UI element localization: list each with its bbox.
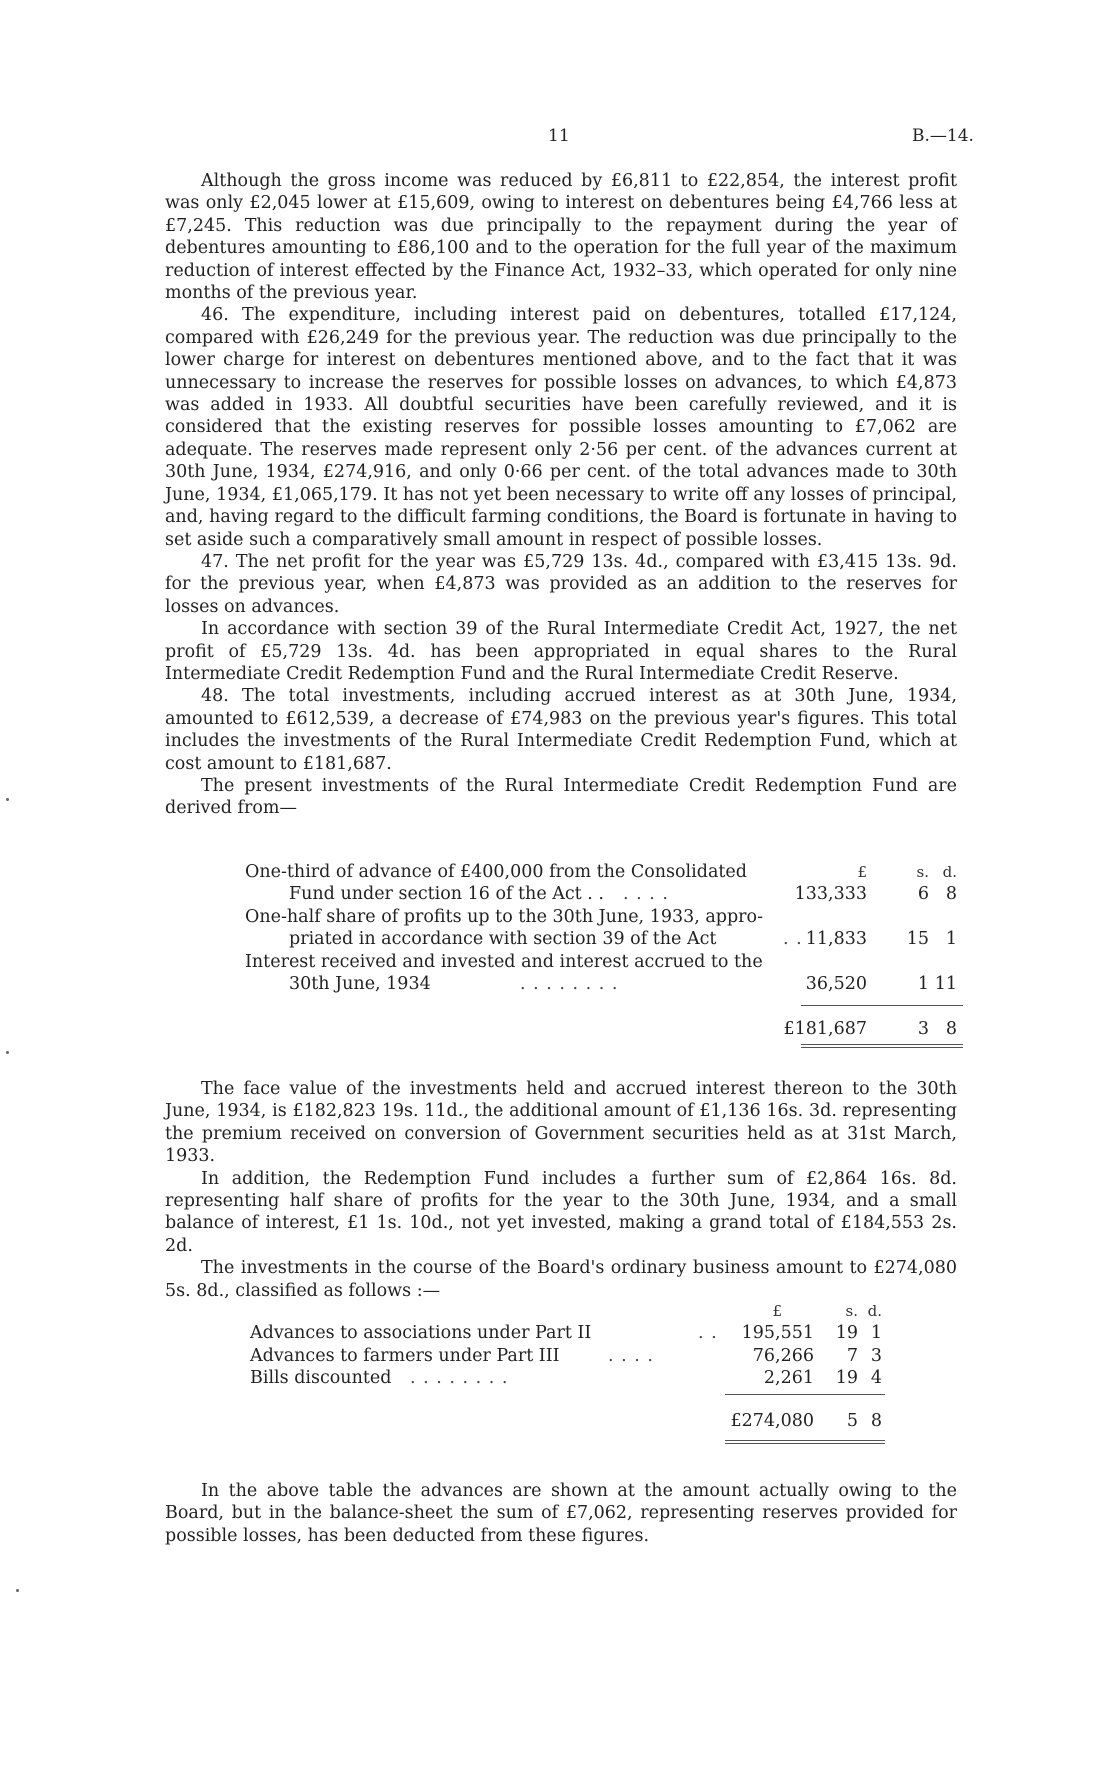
total-row [245, 1018, 965, 1040]
total-row [250, 1410, 890, 1432]
column-head-pence: d. [867, 1302, 882, 1320]
amount-pence: 3 [870, 1345, 882, 1366]
table-row [250, 1322, 890, 1344]
amount-pounds: 76,266 [752, 1345, 814, 1366]
table-row [245, 861, 965, 883]
total-shillings: 5 [846, 1411, 858, 1431]
paragraph-47-net-profit: 47. The net profit for the year was £5,729 13s. 4d., compared with £3,415 13s. 9d. for the previous year, when £4,873 was provided as an addition to the reserves for losses on advances. [165, 551, 957, 617]
total-double-rule [725, 1440, 885, 1444]
leader-dots: . . [783, 929, 803, 950]
table-row [250, 1345, 890, 1367]
table-row [245, 906, 965, 928]
redemption-fund-table [245, 861, 965, 1039]
row-label: Advances to farmers under Part III [250, 1345, 560, 1366]
paragraph-balance-sheet-note: In the above table the advances are shown at the amount actually owing to the Board, but in the balance-sheet the sum of £7,062, representing reserves provided for possible losses, has been deducted from these figures. [165, 1481, 957, 1546]
item-label-line1: Interest received and invested and interest accrued to the [245, 951, 763, 972]
item-label-line2: 30th June, 1934 [289, 973, 431, 994]
subtotal-rule [801, 1005, 963, 1006]
column-head-pence: d. [942, 863, 957, 881]
total-shillings: 3 [917, 1019, 929, 1039]
item-label-line2: Fund under section 16 of the Act . . [289, 884, 604, 905]
column-head-shillings: s. [845, 1302, 858, 1320]
body-text-middle [165, 1078, 957, 1302]
table-row [250, 1300, 890, 1322]
paragraph-ordinary-business: The investments in the course of the Board's ordinary business amount to £274,080 5s. 8d., classified as follows :— [165, 1258, 957, 1301]
column-head-pounds: £ [772, 1302, 782, 1320]
item-label-line1: One-third of advance of £400,000 from the Consolidated [245, 862, 747, 882]
subtotal-rule [725, 1394, 885, 1395]
body-text-bottom [165, 1480, 957, 1547]
total-pounds: £181,687 [783, 1019, 867, 1039]
amount-shillings: 19 [835, 1368, 858, 1389]
margin-speck [16, 1589, 19, 1592]
leader-dots: . . . . . . . . [410, 1368, 509, 1389]
amount-shillings: 7 [846, 1345, 858, 1366]
amount-shillings: 19 [835, 1323, 858, 1344]
body-text-top [165, 170, 957, 820]
table-row [245, 883, 965, 905]
paragraph-derived-from: The present investments of the Rural Intermediate Credit Redemption Fund are derived from— [165, 775, 957, 819]
paragraph-48-investments: 48. The total investments, including accrued interest as at 30th June, 1934, amounted to £612,539, a decrease of £74,983 on the previous year's figures. This total includes the investments of the Rural Intermediate Credit Redemption Fund, which at cost amount to £181,687. [165, 686, 957, 774]
item-label-line2: priated in accordance with section 39 of the Act [289, 929, 717, 950]
amount-pence: 1 [945, 929, 957, 950]
amount-pence: 1 [870, 1323, 882, 1344]
amount-pounds: 2,261 [763, 1368, 814, 1389]
amount-pence: 11 [934, 973, 957, 994]
amount-shillings: 15 [906, 929, 929, 950]
table-row [245, 928, 965, 950]
amount-pounds: 36,520 [805, 973, 867, 994]
total-pounds: £274,080 [730, 1411, 814, 1431]
leader-dots: . . . . . . . . [520, 973, 619, 994]
table-row [250, 1367, 890, 1389]
page-number: 11 [548, 126, 570, 146]
paragraph-interest-profit: Although the gross income was reduced by £6,811 to £22,854, the interest profit was only £2,045 lower at £15,609, owing to interest on debentures being £4,766 less at £7,245. This reduction was due principally to the repayment during the year of debentures amounting to £86,100 and to the operation for the full year of the maximum reduction of interest effected by the Finance Act, 1932–33, which operated for only nine months of the previous year. [165, 171, 957, 304]
ordinary-investments-table [250, 1300, 890, 1431]
amount-pounds: 11,833 [805, 929, 867, 950]
row-label: Advances to associations under Part II [250, 1323, 592, 1344]
item-label-line1: One-half share of profits up to the 30th June, 1933, appro- [245, 906, 764, 927]
leader-dots: . . . . [623, 884, 669, 905]
amount-pounds: 133,333 [794, 884, 867, 905]
column-head-shillings: s. [916, 863, 929, 881]
table-row [245, 951, 965, 973]
amount-shillings: 1 [917, 973, 929, 994]
total-pence: 8 [870, 1411, 882, 1431]
paragraph-46-expenditure: 46. The expenditure, including interest paid on debentures, totalled £17,124, compared with £26,249 for the previous year. The reduction was due principally to the lower charge for interest on debentures mentioned above, and to the fact that it was unnecessary to increase the reserves for possible losses on advances, to which £4,873 was added in 1933. All doubtful securities have been carefully reviewed, and it is considered that the existing reserves for possible losses amounting to £7,062 are adequate. The reserves made represent only 2·56 per cent. of the advances current at 30th June, 1934, £274,916, and only 0·66 per cent. of the total advances made to 30th June, 1934, £1,065,179. It has not yet been necessary to write off any losses of principal, and, having regard to the difficult farming conditions, the Board is fortunate in having to set aside such a comparatively small amount in respect of possible losses. [165, 305, 957, 550]
page-header [0, 126, 1114, 152]
amount-shillings: 6 [917, 884, 929, 905]
amount-pounds: 195,551 [741, 1323, 814, 1344]
paragraph-section-39: In accordance with section 39 of the Rural Intermediate Credit Act, 1927, the net profit of £5,729 13s. 4d. has been appropriated in equal shares to the Rural Intermediate Credit Redemption Fund and the Rural Intermediate Credit Reserve. [165, 619, 957, 684]
margin-speck [6, 1051, 9, 1054]
leader-dots: . . [698, 1323, 718, 1344]
amount-pence: 4 [870, 1368, 882, 1389]
leader-dots: . . . . [608, 1345, 654, 1366]
total-pence: 8 [945, 1019, 957, 1039]
series-reference: B.—14. [912, 126, 974, 146]
amount-pence: 8 [945, 884, 957, 905]
paragraph-redemption-fund-addition: In addition, the Redemption Fund includes a further sum of £2,864 16s. 8d. representing half share of profits for the year to the 30th June, 1934, and a small balance of interest, £1 1s. 10d., not yet invested, making a grand total of £184,553 2s. 2d. [165, 1168, 957, 1256]
total-double-rule [801, 1044, 963, 1048]
row-label: Bills discounted [250, 1368, 392, 1389]
margin-speck [6, 798, 9, 801]
paragraph-face-value: The face value of the investments held and accrued interest thereon to the 30th June, 1934, is £182,823 19s. 11d., the additional amount of £1,136 16s. 3d. representing the premium received on conversion of Government securities held as at 31st March, 1933. [165, 1079, 957, 1167]
table-row [245, 973, 965, 995]
column-head-pounds: £ [857, 863, 867, 881]
